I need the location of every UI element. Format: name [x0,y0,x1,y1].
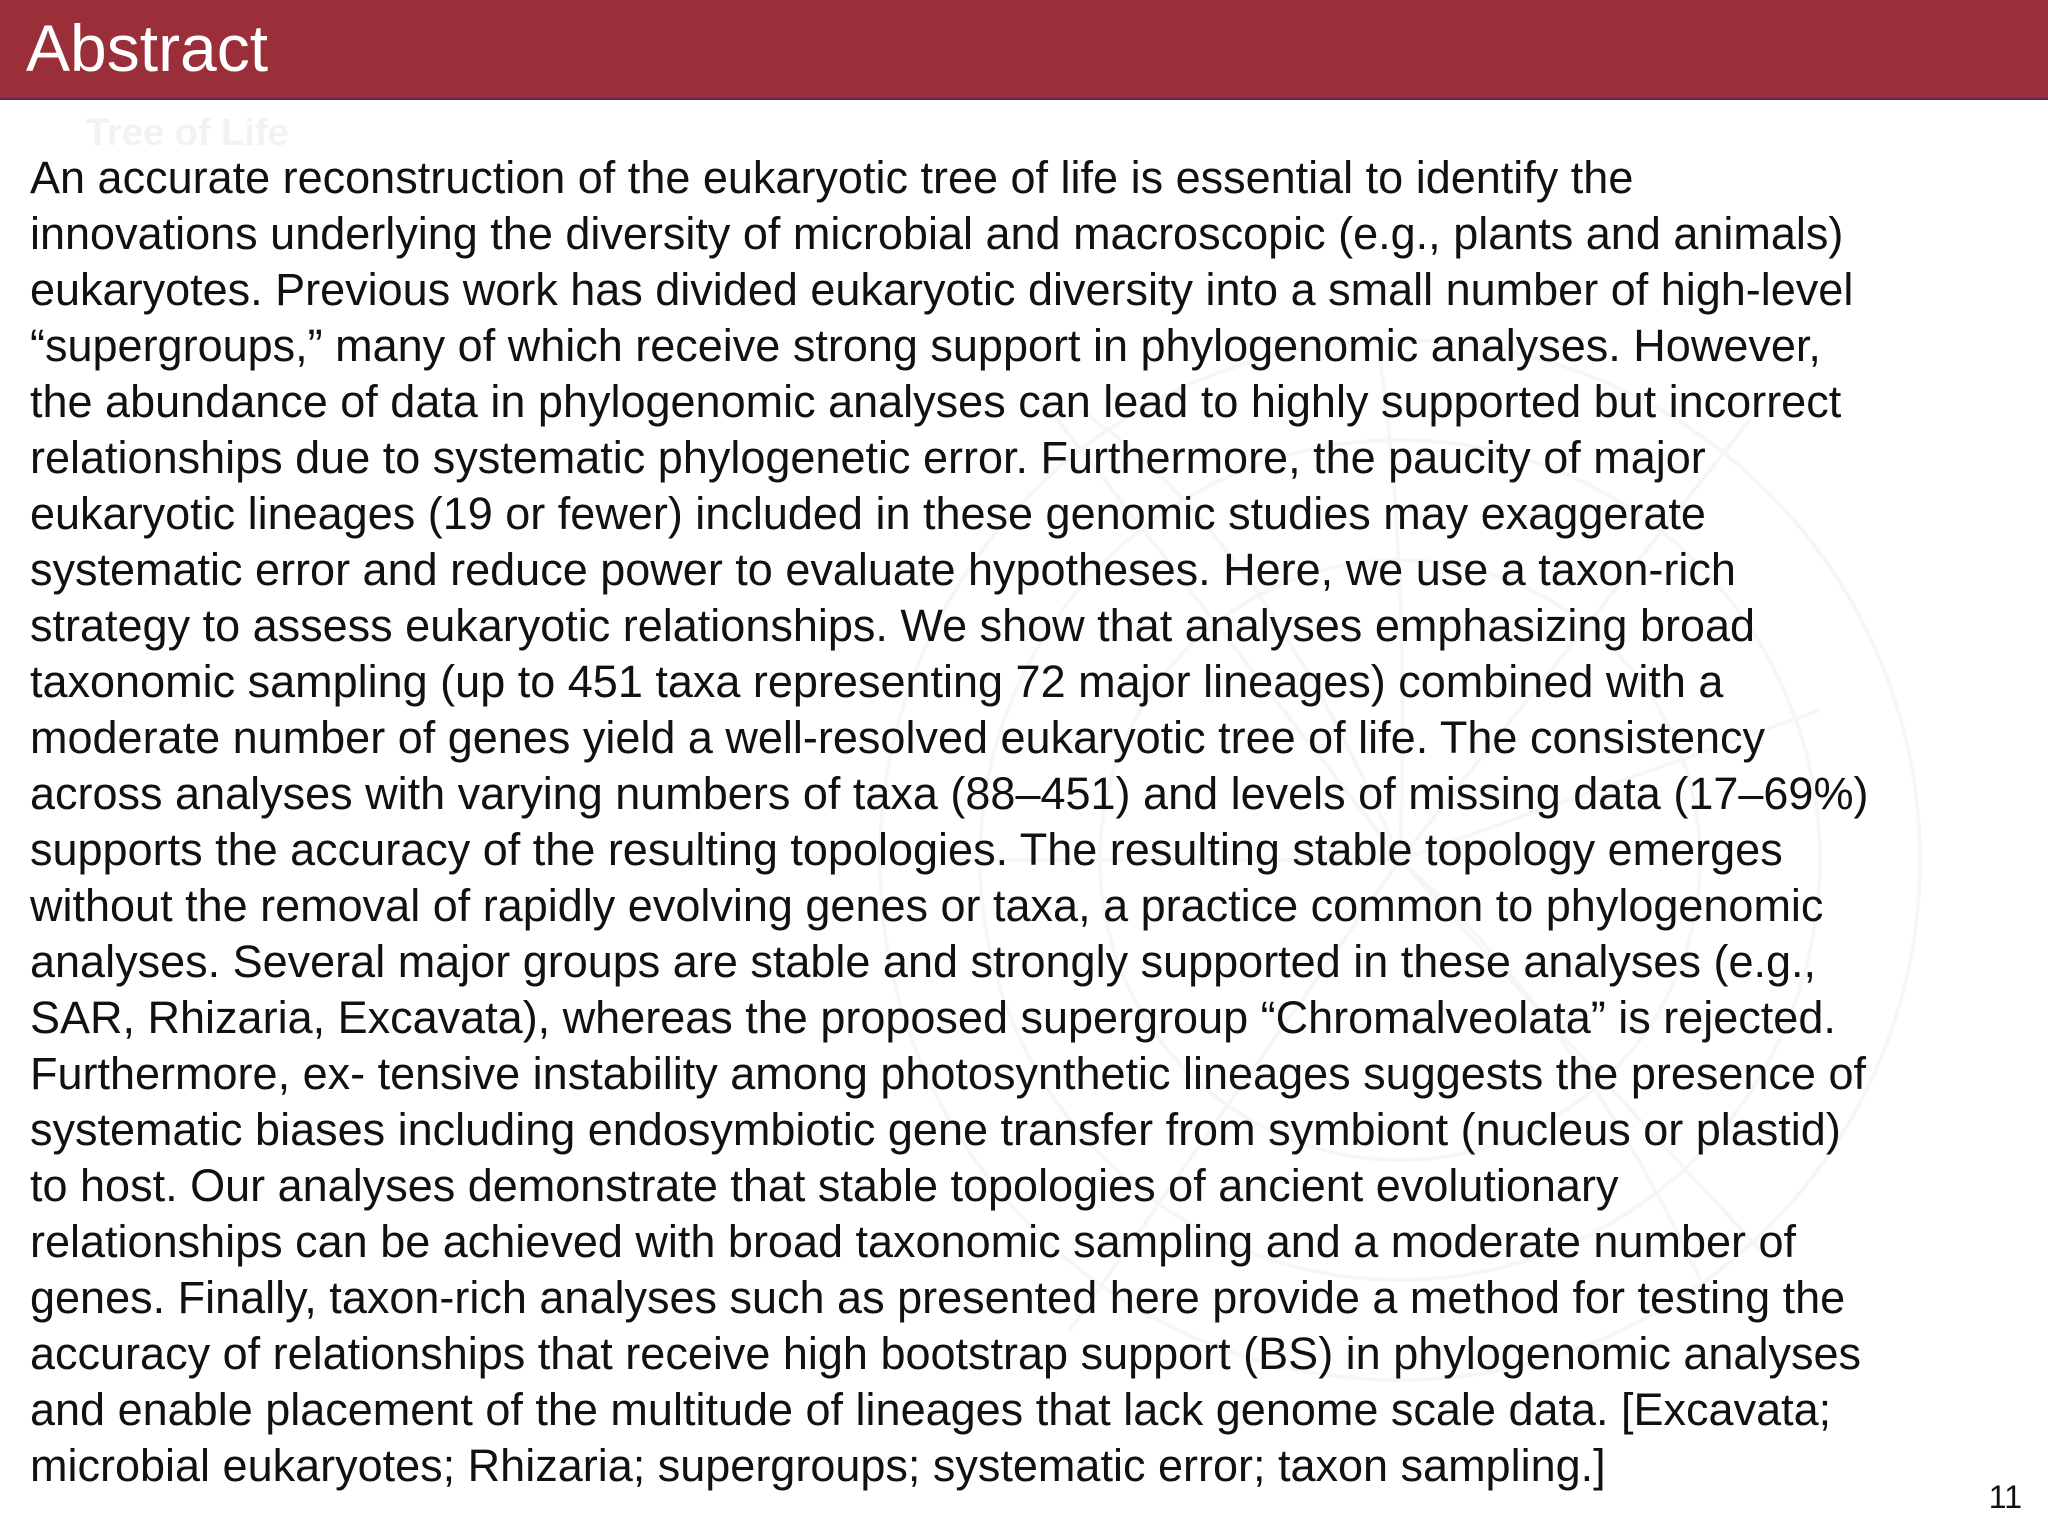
watermark-caption: Tree of Life [86,112,289,154]
abstract-text: An accurate reconstruction of the eukaryotic tree of life is essential to identify the innovations underlying the diversity of microbial and macroscopic (e.g., plants and animals) eukaryotes. Previous work has divided eukaryotic diversity into a small number of high-level “supergroups,” many of which receive strong support in phylogenomic analyses. However, the abundance of data in phylogenomic analyses can lead to highly supported but incorrect relationships due to systematic phylogenetic error. Furthermore, the paucity of major eukaryotic lineages (19 or fewer) included in these genomic studies may exaggerate systematic error and reduce power to evaluate hypotheses. Here, we use a taxon-rich strategy to assess eukaryotic relationships. We show that analyses emphasizing broad taxonomic sampling (up to 451 taxa representing 72 major lineages) combined with a moderate number of genes yield a well-resolved eukaryotic tree of life. The consistency across analyses with varying numbers of taxa (88–451) and levels of missing data (17–69%) supports the accuracy of the resulting topologies. The resulting stable topology emerges without the removal of rapidly evolving genes or taxa, a practice common to phylogenomic analyses. Several major groups are stable and strongly supported in these analyses (e.g., SAR, Rhizaria, Excavata), whereas the proposed supergroup “Chromalveolata” is rejected. Furthermore, ex- tensive instability among photosynthetic lineages suggests the presence of systematic biases including endosymbiotic gene transfer from symbiont (nucleus or plastid) to host. Our analyses demonstrate that stable topologies of ancient evolutionary relationships can be achieved with broad taxonomic sampling and a moderate number of genes. Finally, taxon-rich analyses such as presented here provide a method for testing the accuracy of relationships that receive high bootstrap support (BS) in phylogenomic analyses and enable placement of the multitude of lineages that lack genome scale data. [Excavata; microbial eukaryotes; Rhizaria; supergroups; systematic error; taxon sampling.] [30,152,1869,1491]
slide-number: 11 [1988,1479,2022,1515]
slide-title: Abstract [26,11,269,85]
title-bar [0,0,2048,100]
